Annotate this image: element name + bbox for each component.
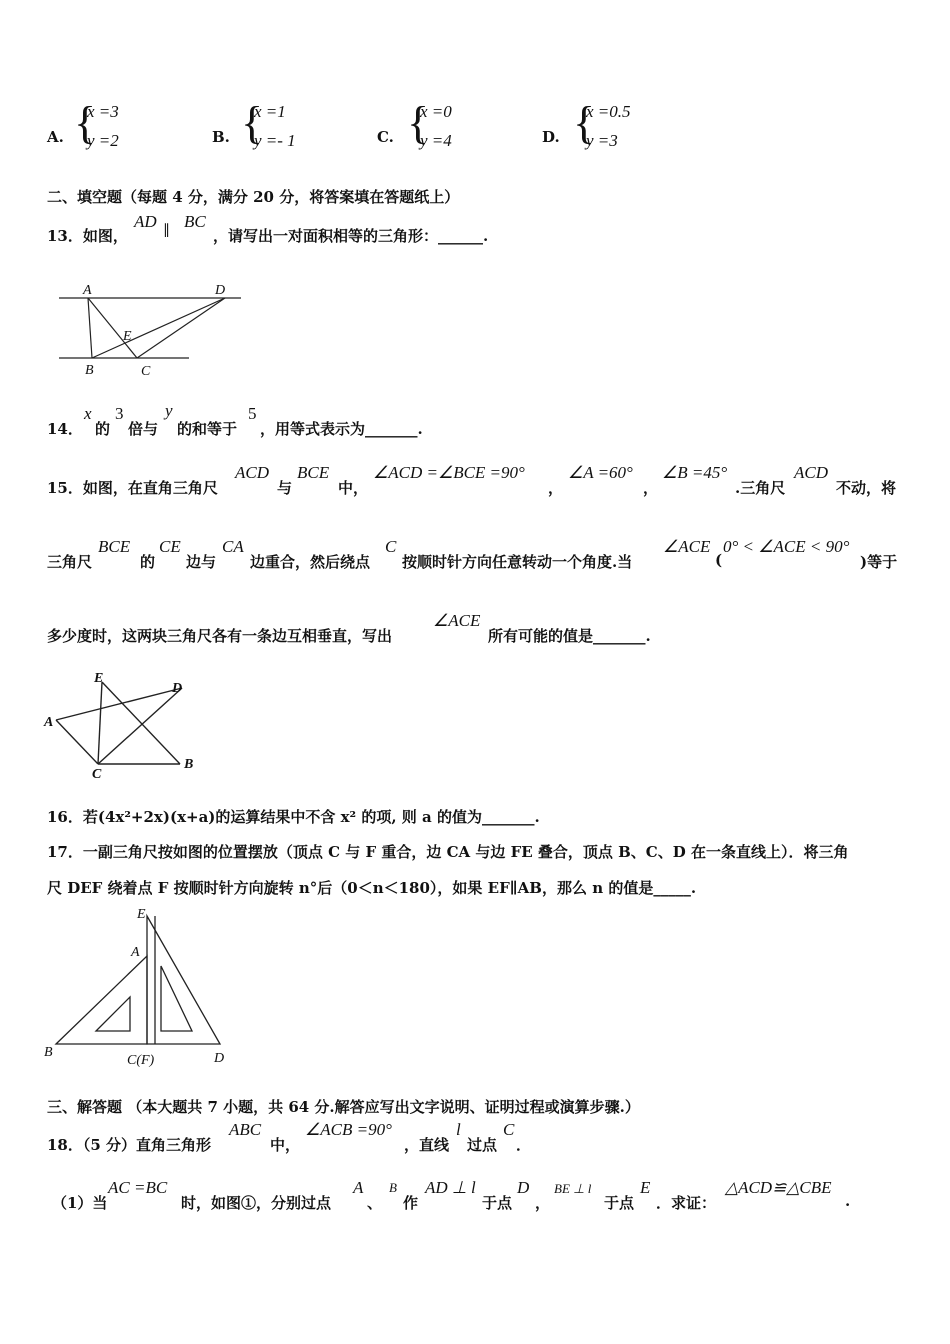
q14-text: ，用等式表示为_______. — [260, 420, 423, 438]
brace-icon: { — [573, 97, 596, 148]
q15-text: ， — [548, 479, 564, 497]
question-17-line-1: 17．一副三角尺按如图的位置摆放（顶点 C 与 F 重合，边 CA 与边 FE 叠合，顶点 B、C、D 在一条直线上）．将三角 — [47, 843, 849, 861]
q15-bce: BCE — [297, 463, 330, 482]
brace-icon: { — [74, 97, 97, 148]
option-x: x =1 — [254, 102, 286, 121]
q18-1-perp-ad: AD ⊥ l — [425, 1178, 476, 1197]
q15-text: )等于 — [860, 553, 898, 571]
q14-text: 的 — [95, 420, 111, 438]
q15-text: 中， — [338, 479, 369, 497]
question-17-line-2: 尺 DEF 绕着点 F 按顺时针方向旋转 n°后（0＜n＜180），如果 EF∥AB，那么 n 的值是_____. — [47, 879, 697, 897]
fig-label: E — [137, 907, 146, 922]
fig-label: D — [215, 283, 226, 298]
fig-label: C — [92, 767, 102, 782]
q18-1-text: （1）当 — [52, 1194, 108, 1212]
q18-1-text: . — [845, 1192, 851, 1210]
fig-label: B — [184, 757, 194, 772]
q18-abc: ABC — [229, 1120, 262, 1139]
q14-text: 的和等于 — [177, 420, 238, 438]
option-x: x =0 — [420, 102, 452, 121]
brace-icon: { — [407, 97, 430, 148]
q15-angle-eq: ∠ACD =∠BCE =90° — [373, 463, 525, 482]
fig-label: D — [172, 681, 183, 696]
q15-ace: ∠ACE — [663, 537, 711, 556]
fig-label: D — [214, 1051, 225, 1066]
q15-text: ， — [643, 479, 659, 497]
q18-1-text: 时，如图①，分别过点 — [181, 1194, 332, 1212]
q13-number: 13．如图， — [47, 227, 128, 245]
q15-bce: BCE — [98, 537, 131, 556]
q18-1-text: 、 — [367, 1194, 383, 1212]
option-y: y =- 1 — [254, 131, 296, 150]
q15-acd: ACD — [794, 463, 828, 482]
option-label: B. — [212, 128, 230, 146]
option-label: A. — [47, 128, 64, 146]
question-16: 16．若(4x²+2x)(x+a)的运算结果中不含 x² 的项, 则 a 的值为_______. — [47, 808, 540, 826]
q14-three: 3 — [115, 404, 124, 423]
q15-angle-a: ∠A =60° — [568, 463, 633, 482]
fig-label: C(F) — [127, 1053, 155, 1068]
q15-acd: ACD — [235, 463, 269, 482]
q15-point-c: C — [385, 537, 397, 556]
section2-title: 二、填空题（每题 4 分，满分 20 分，将答案填在答题纸上） — [47, 188, 460, 206]
q18-text: 中， — [270, 1136, 301, 1154]
fig-label: E — [123, 329, 132, 344]
q15-text: 15．如图，在直角三角尺 — [47, 479, 218, 497]
fig-label: A — [131, 945, 140, 960]
q18-1-perp-be: BE ⊥ l — [554, 1181, 592, 1196]
q15-text: 不动，将 — [836, 479, 897, 497]
q17-figure — [42, 904, 242, 1069]
q18-angle: ∠ACB =90° — [305, 1120, 392, 1139]
q15-text: 所有可能的值是_______. — [488, 627, 651, 645]
q13-parallel: ∥ — [163, 223, 170, 238]
option-y: y =3 — [586, 131, 618, 150]
q15-figure — [42, 668, 202, 783]
q15-text: ( — [715, 551, 723, 569]
fig-label: B — [44, 1045, 53, 1060]
q15-text: 多少度时，这两块三角尺各有一条边互相垂直，写出 — [47, 627, 393, 645]
q18-text: 过点 — [467, 1136, 498, 1154]
fig-label: A — [83, 283, 92, 298]
q18-1-text: 于点 — [604, 1194, 635, 1212]
q18-1-text: 于点 — [482, 1194, 513, 1212]
q15-text: 的 — [140, 553, 156, 571]
q18-1-point-d: D — [517, 1178, 530, 1197]
option-y: y =2 — [87, 131, 119, 150]
fig-label: A — [44, 715, 54, 730]
q18-1-text: 作 — [403, 1194, 419, 1212]
q18-point-c: C — [503, 1120, 515, 1139]
q13-ad: AD — [134, 212, 157, 231]
q18-1-point-b: B — [389, 1180, 397, 1195]
q14-number: 14． — [47, 420, 83, 438]
q15-text: 边与 — [186, 553, 217, 571]
option-label: D. — [542, 128, 560, 146]
option-label: C. — [377, 128, 394, 146]
brace-icon: { — [241, 97, 264, 148]
q18-line-l: l — [456, 1120, 461, 1139]
q18-1-eq: AC =BC — [108, 1178, 168, 1197]
q15-text: 按顺时针方向任意转动一个角度.当 — [402, 553, 633, 571]
q13-figure — [55, 280, 255, 380]
q14-y: y — [165, 401, 173, 420]
q15-text: .三角尺 — [735, 479, 786, 497]
q15-ce: CE — [159, 537, 181, 556]
option-x: x =0.5 — [586, 102, 631, 121]
q15-angle-b: ∠B =45° — [662, 463, 728, 482]
q14-five: 5 — [248, 404, 257, 423]
q18-text: ，直线 — [404, 1136, 450, 1154]
q18-1-text: ， — [535, 1194, 551, 1212]
q15-text: 与 — [277, 479, 293, 497]
section3-title: 三、解答题 （本大题共 7 小题，共 64 分.解答应写出文字说明、证明过程或演算步骤.） — [47, 1098, 640, 1116]
q13-bc: BC — [184, 212, 206, 231]
fig-label: E — [94, 671, 104, 686]
fig-label: B — [85, 363, 94, 378]
q18-1-congruence: △ACD≌△CBE — [725, 1178, 832, 1197]
q15-text: 边重合，然后绕点 — [250, 553, 371, 571]
option-y: y =4 — [420, 131, 452, 150]
q14-x: x — [84, 404, 92, 423]
q18-1-point-e: E — [640, 1178, 651, 1197]
q14-text: 倍与 — [128, 420, 159, 438]
q15-inequality: 0° < ∠ACE < 90° — [723, 537, 850, 556]
option-x: x =3 — [87, 102, 119, 121]
q15-ace: ∠ACE — [433, 611, 481, 630]
q18-1-point-a: A — [353, 1178, 364, 1197]
q13-text: ，请写出一对面积相等的三角形：______. — [213, 227, 489, 245]
q18-1-text: ．求证： — [656, 1194, 717, 1212]
q15-ca: CA — [222, 537, 244, 556]
q18-text: 18．（5 分）直角三角形 — [47, 1136, 212, 1154]
q15-text: 三角尺 — [47, 553, 93, 571]
fig-label: C — [141, 364, 151, 379]
q18-text: ． — [516, 1136, 532, 1154]
